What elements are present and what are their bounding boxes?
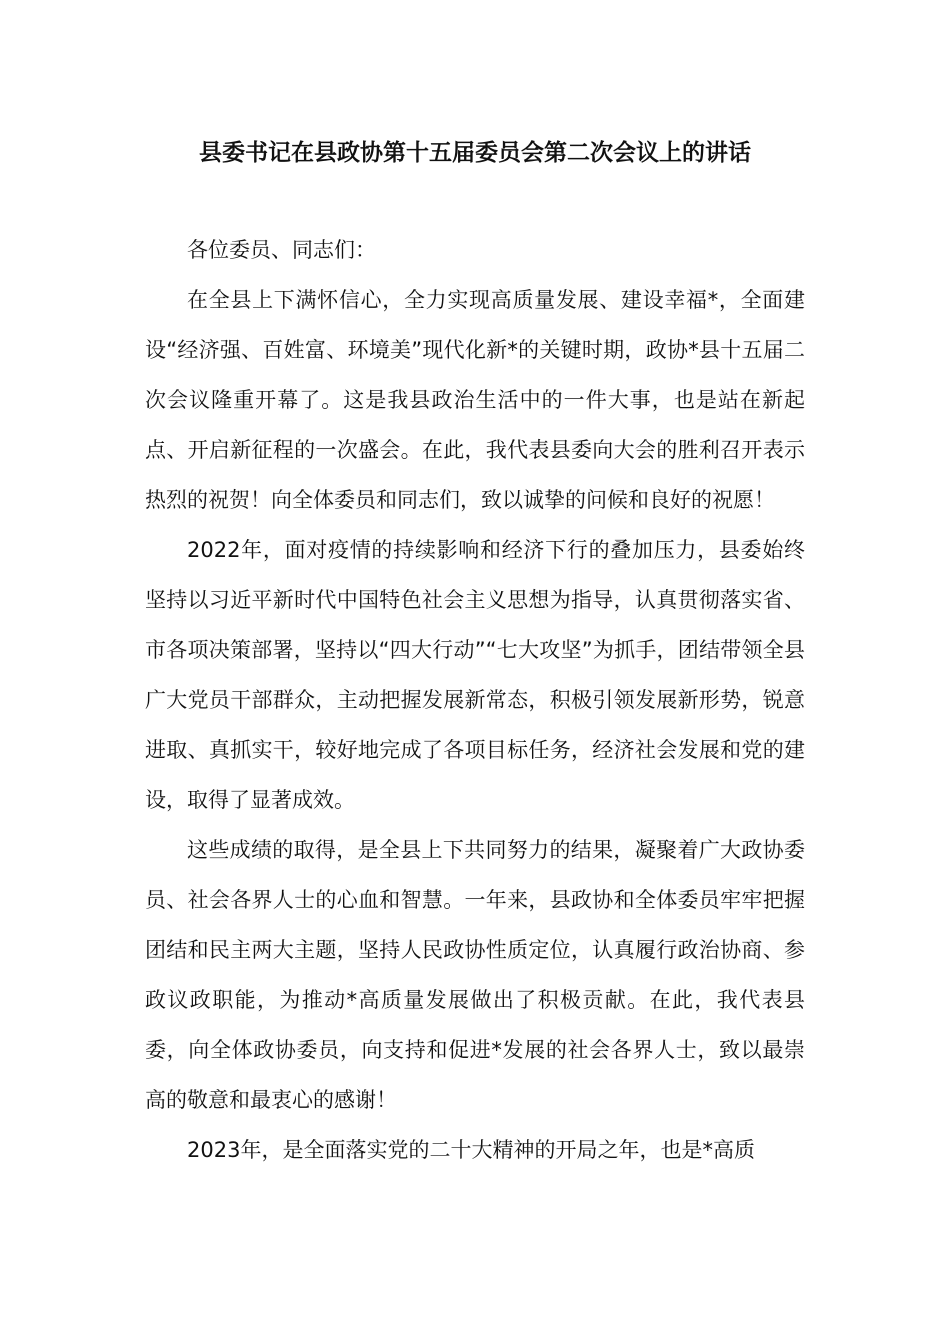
document-body (145, 225, 805, 1175)
paragraph-acknowledgement: 这些成绩的取得，是全县上下共同努力的结果，凝聚着广大政协委员、社会各界人士的心血和智慧。一年来，县政协和全体委员牢牢把握团结和民主两大主题，坚持人民政协性质定位，认真履行政治协商、参政议政职能，为推动*高质量发展做出了积极贡献。在此，我代表县委，向全体政协委员，向支持和促进*发展的社会各界人士，致以最崇高的敬意和最衷心的感谢！ (145, 838, 805, 1112)
paragraph-salutation: 各位委员、同志们： (187, 238, 376, 262)
paragraph-2023-outlook: 2023年，是全面落实党的二十大精神的开局之年，也是*高质 (187, 1138, 755, 1162)
paragraph-opening: 在全县上下满怀信心，全力实现高质量发展、建设幸福*，全面建设“经济强、百姓富、环境美”现代化新*的关键时期，政协*县十五届二次会议隆重开幕了。这是我县政治生活中的一件大事，也是站在新起点、开启新征程的一次盛会。在此，我代表县委向大会的胜利召开表示热烈的祝贺！向全体委员和同志们，致以诚挚的问候和良好的祝愿！ (145, 288, 805, 512)
document-title: 县委书记在县政协第十五届委员会第二次会议上的讲话 (199, 140, 751, 166)
paragraph-2022-review: 2022年，面对疫情的持续影响和经济下行的叠加压力，县委始终坚持以习近平新时代中国特色社会主义思想为指导，认真贯彻落实省、市各项决策部署，坚持以“四大行动”“七大攻坚”为抓手，团结带领全县广大党员干部群众，主动把握发展新常态，积极引领发展新形势，锐意进取、真抓实干，较好地完成了各项目标任务，经济社会发展和党的建设，取得了显著成效。 (145, 538, 805, 812)
